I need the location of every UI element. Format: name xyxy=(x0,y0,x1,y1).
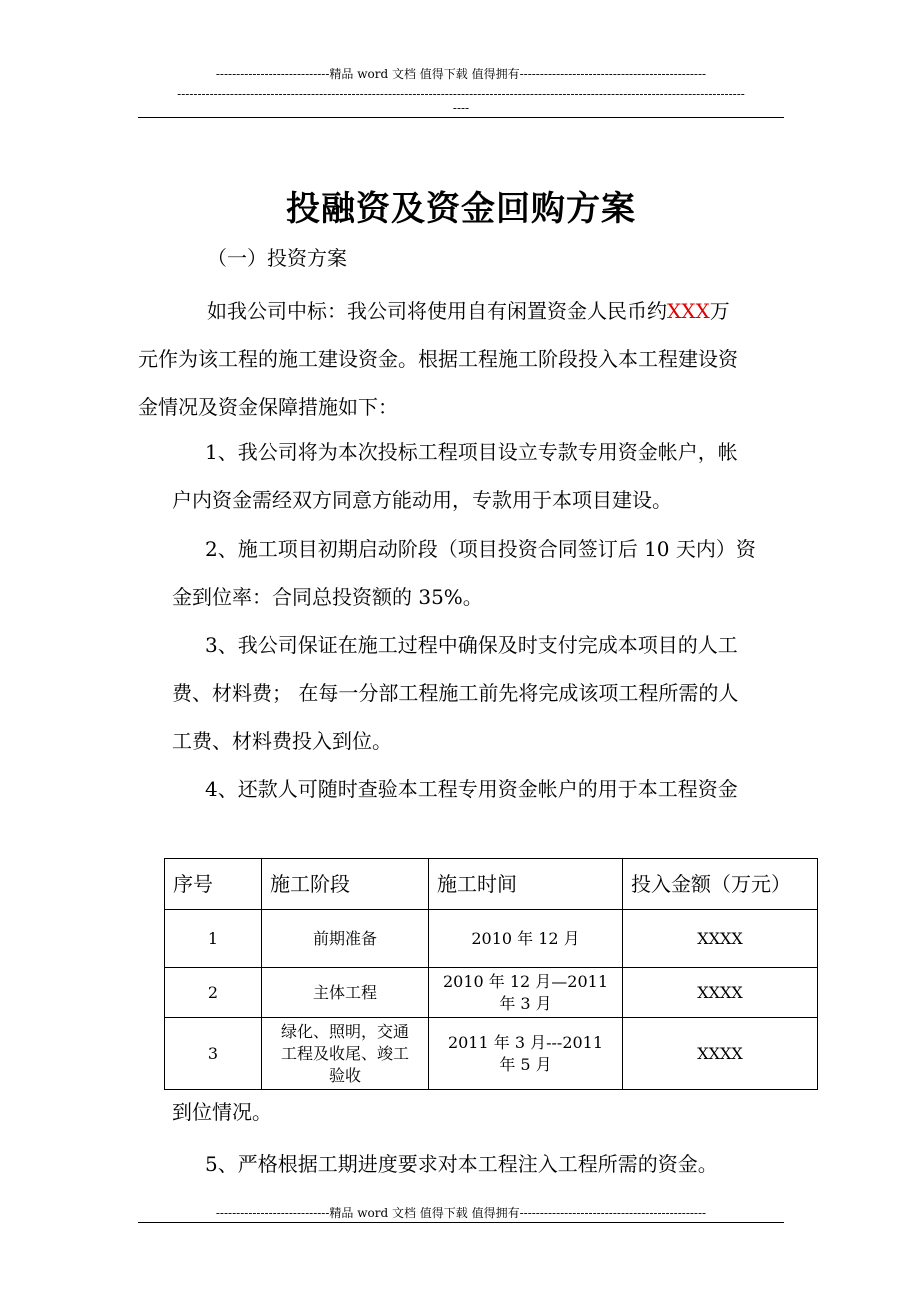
footer-banner: ----------------------------精品 word 文档 值得下载 值得拥有---------------------------------------------- xyxy=(215,1206,707,1220)
col-header-stage: 施工阶段 xyxy=(262,859,429,910)
after-table-text: 到位情况。 xyxy=(172,1100,272,1124)
cell-amount: XXXX xyxy=(623,968,818,1018)
intro-paragraph xyxy=(138,287,788,431)
cell-stage: 前期准备 xyxy=(262,910,429,968)
section-heading: （一）投资方案 xyxy=(207,246,347,270)
page-title: 投融资及资金回购方案 xyxy=(286,189,636,229)
header-rule xyxy=(138,117,784,118)
cell-no: 2 xyxy=(165,968,262,1018)
cell-amount: XXXX xyxy=(623,910,818,968)
header-dash-line: -------------------------------------------------------------------------------------------------------------------------------------------- xyxy=(177,87,745,101)
list-item-4: 4、还款人可随时查验本工程专用资金帐户的用于本工程资金 xyxy=(205,777,738,801)
intro-line-1: 如我公司中标：我公司将使用自有闲置资金人民币约XXX万 xyxy=(207,299,730,323)
table-header-row xyxy=(165,859,818,910)
cell-stage: 绿化、照明，交通 工程及收尾、竣工 验收 xyxy=(262,1018,429,1090)
col-header-no: 序号 xyxy=(165,859,262,910)
intro-line-3: 金情况及资金保障措施如下： xyxy=(138,395,398,419)
list-item-1: 1、我公司将为本次投标工程项目设立专款专用资金帐户，帐 户内资金需经双方同意方能动用，专款用于本项目建设。 xyxy=(172,440,738,512)
cell-no: 3 xyxy=(165,1018,262,1090)
investment-table xyxy=(164,858,818,1090)
table-row xyxy=(165,910,818,968)
cell-stage: 主体工程 xyxy=(262,968,429,1018)
cell-time: 2011 年 3 月---2011 年 5 月 xyxy=(429,1018,623,1090)
col-header-amount: 投入金额（万元） xyxy=(623,859,818,910)
footer-rule xyxy=(138,1222,784,1223)
cell-time: 2010 年 12 月—2011 年 3 月 xyxy=(429,968,623,1018)
table-row xyxy=(165,1018,818,1090)
list-item-2: 2、施工项目初期启动阶段（项目投资合同签订后 10 天内）资 金到位率：合同总投资额的 35%。 xyxy=(172,537,756,609)
list-item-3: 3、我公司保证在施工过程中确保及时支付完成本项目的人工 费、材料费； 在每一分部工程施工前先将完成该项工程所需的人 工费、材料费投入到位。 xyxy=(172,633,739,753)
table-row xyxy=(165,968,818,1018)
list-item-5: 5、严格根据工期进度要求对本工程注入工程所需的资金。 xyxy=(205,1152,718,1176)
header-dash-tail: ---- xyxy=(452,101,470,115)
amount-placeholder: XXX xyxy=(667,299,710,323)
intro-line-2: 元作为该工程的施工建设资金。根据工程施工阶段投入本工程建设资 xyxy=(138,347,738,371)
cell-amount: XXXX xyxy=(623,1018,818,1090)
cell-no: 1 xyxy=(165,910,262,968)
cell-time: 2010 年 12 月 xyxy=(429,910,623,968)
header-banner: ----------------------------精品 word 文档 值得下载 值得拥有---------------------------------------------- xyxy=(215,67,707,81)
col-header-time: 施工时间 xyxy=(429,859,623,910)
